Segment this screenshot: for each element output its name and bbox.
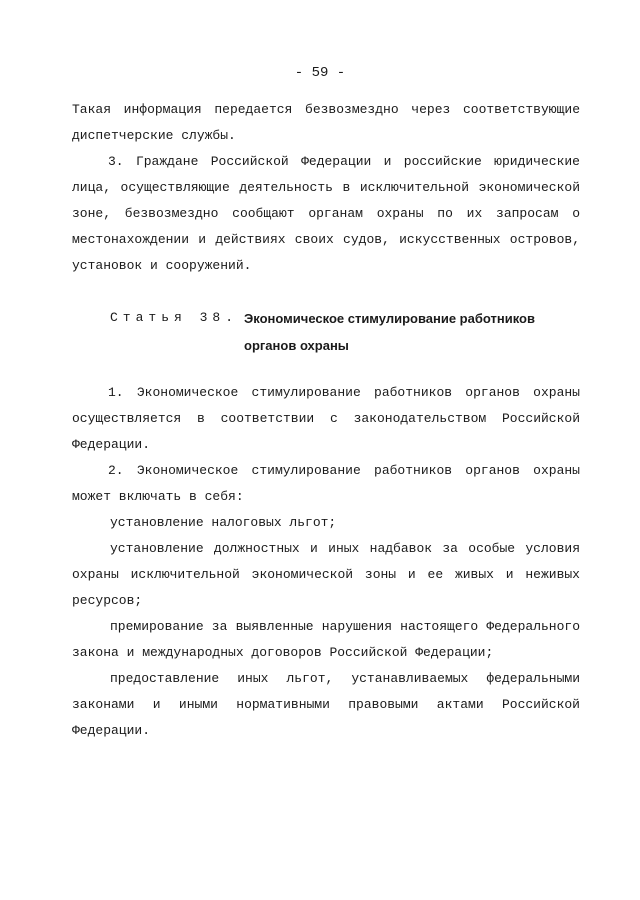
list-item-tax-benefits: установление налоговых льгот; <box>110 515 337 530</box>
paragraph-clause-2: 2. Экономическое стимулирование работников органов охраны может включать в себя: <box>72 463 580 504</box>
list-item-allowances: установление должностных и иных надбавок за особые условия охраны исключительной экономической зоны и ее живых и неживых ресурсов; <box>72 541 580 608</box>
article-text-block <box>72 380 580 744</box>
article-heading <box>110 305 580 359</box>
list-item-other-benefits: предоставление иных льгот, устанавливаемых федеральными законами и иными нормативными правовыми актами Российской Федерации. <box>72 671 580 738</box>
paragraph-info-transfer: Такая информация передается безвозмездно через соответствующие диспетчерские службы. <box>72 102 580 143</box>
paragraph-clause-1: 1. Экономическое стимулирование работников органов охраны осуществляется в соответствии с законодательством Российской Федерации. <box>72 385 580 452</box>
article-label: Статья 38. <box>110 310 239 325</box>
paragraph-clause-3: 3. Граждане Российской Федерации и российские юридические лица, осуществляющие деятельность в исключительной экономической зоне, безвозмездно сообщают органам охраны по их запросам о местонахождении и действиях своих судов, искусственных островов, установок и сооружений. <box>72 154 580 273</box>
article-title: Экономическое стимулирование работников органов охраны <box>244 311 535 353</box>
page-number: - 59 - <box>294 65 346 81</box>
top-text-block <box>72 97 580 279</box>
list-item-bonuses: премирование за выявленные нарушения настоящего Федерального закона и международных договоров Российской Федерации; <box>72 619 580 660</box>
